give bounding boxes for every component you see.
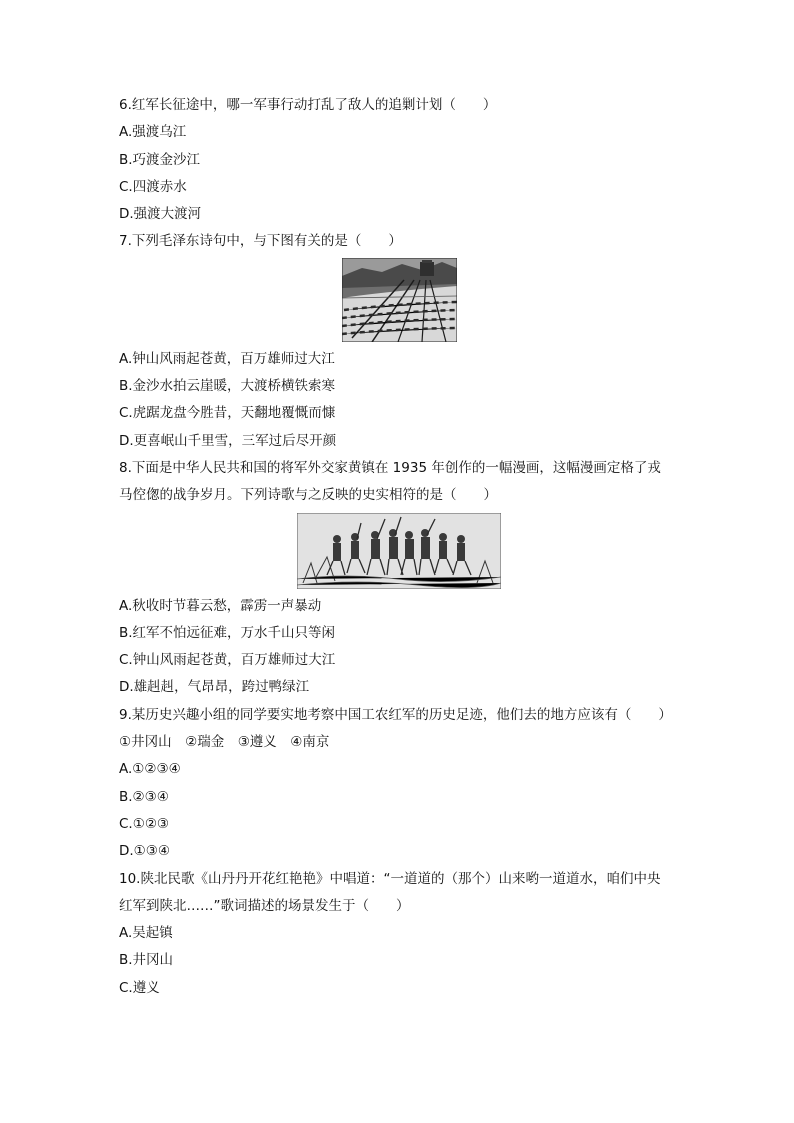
question-7 — [119, 228, 679, 454]
option-a: A.吴起镇 — [119, 925, 173, 942]
question-stem-line-1: 8.下面是中华人民共和国的将军外交家黄镇在 1935 年创作的一幅漫画，这幅漫画定格了戎 — [119, 459, 661, 476]
option-a: A.强渡乌江 — [119, 124, 187, 141]
question-stem: 9.某历史兴趣小组的同学要实地考察中国工农红军的历史足迹，他们去的地方应该有（ ） — [119, 706, 672, 723]
question-8 — [119, 455, 679, 702]
luding-bridge-photo — [342, 258, 457, 342]
question-stem: 7.下列毛泽东诗句中，与下图有关的是（ ） — [119, 233, 402, 250]
question-9 — [119, 702, 679, 866]
option-c: C.遵义 — [119, 979, 160, 996]
question-6 — [119, 92, 679, 228]
question-10 — [119, 866, 679, 1002]
option-c: C.虎踞龙盘今胜昔，天翻地覆慨而慷 — [119, 405, 336, 422]
document-page — [119, 92, 679, 1002]
option-a: A.①②③④ — [119, 761, 181, 778]
question-stem: 6.红军长征途中，哪一军事行动打乱了敌人的追剿计划（ ） — [119, 97, 497, 113]
question-stem-line-2: 马倥偬的战争岁月。下列诗歌与之反映的史实相符的是（ ） — [119, 487, 497, 504]
option-b: B.②③④ — [119, 788, 169, 805]
option-d: D.雄赳赳，气昂昂，跨过鸭绿江 — [119, 679, 310, 696]
question-stem-line-2: 红军到陕北……”歌词描述的场景发生于（ ） — [119, 897, 410, 914]
option-d: D.更喜岷山千里雪，三军过后尽开颜 — [119, 432, 337, 449]
question-sub-items: ①井冈山 ②瑞金 ③遵义 ④南京 — [119, 734, 330, 751]
question-stem-line-1: 10.陕北民歌《山丹丹开花红艳艳》中唱道：“一道道的（那个）山来哟一道道水，咱们中央 — [119, 870, 661, 887]
option-a: A.秋收时节暮云愁，霹雳一声暴动 — [119, 597, 322, 614]
option-b: B.井冈山 — [119, 952, 174, 969]
huangzhen-sketch — [297, 513, 501, 589]
option-c: C.①②③ — [119, 815, 170, 832]
option-d: D.强渡大渡河 — [119, 206, 202, 223]
option-b: B.巧渡金沙江 — [119, 151, 201, 168]
option-a: A.钟山风雨起苍黄，百万雄师过大江 — [119, 350, 335, 367]
option-b: B.金沙水拍云崖暖，大渡桥横铁索寒 — [119, 378, 336, 395]
option-c: C.四渡赤水 — [119, 178, 187, 195]
option-b: B.红军不怕远征难，万水千山只等闲 — [119, 624, 336, 641]
option-d: D.①③④ — [119, 843, 170, 860]
option-c: C.钟山风雨起苍黄，百万雄师过大江 — [119, 652, 336, 669]
